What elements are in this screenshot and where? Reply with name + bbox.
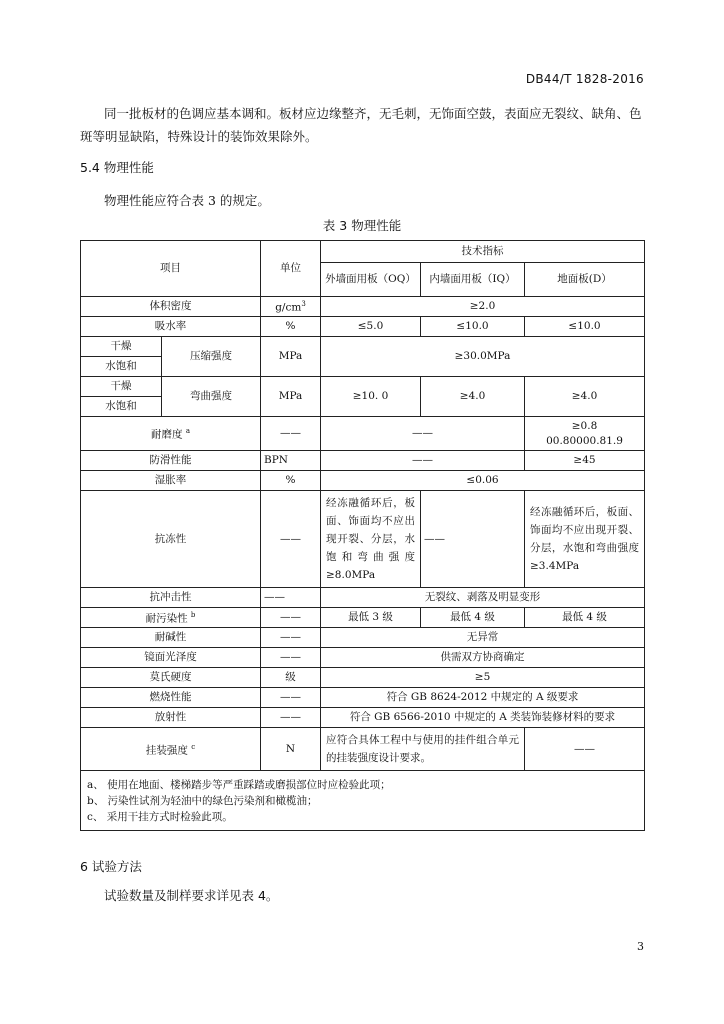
unit-hanging: N xyxy=(261,728,321,771)
item-hardness: 莫氏硬度 xyxy=(81,668,261,688)
value-density: ≥2.0 xyxy=(321,297,645,317)
table-row xyxy=(81,451,645,471)
unit-burning: —— xyxy=(261,688,321,708)
physical-properties-table xyxy=(80,240,645,831)
value-slip-floor: ≥45 xyxy=(525,451,645,471)
unit-density: $g/cm^3$ xyxy=(261,297,321,317)
item-alkali: 耐碱性 xyxy=(81,628,261,648)
value-impact: 无裂纹、剥落及明显变形 xyxy=(321,588,645,608)
table-row xyxy=(81,688,645,708)
table-row xyxy=(81,417,645,451)
table-row xyxy=(81,708,645,728)
unit-alkali: —— xyxy=(261,628,321,648)
value-radiation: 符合 GB 6566-2010 中规定的 A 类装饰装修材料的要求 xyxy=(321,708,645,728)
table-notes-row xyxy=(81,771,645,831)
value-absorption-outer: ≤5.0 xyxy=(321,317,421,337)
cond-dry: 干燥 xyxy=(81,337,162,357)
cond-wet: 水饱和 xyxy=(81,397,162,417)
table-row xyxy=(81,668,645,688)
item-slip: 防滑性能 xyxy=(81,451,261,471)
table-row xyxy=(81,337,645,357)
value-stain-outer: 最低 3 级 xyxy=(321,608,421,628)
table-row xyxy=(81,608,645,628)
value-stain-floor: 最低 4 级 xyxy=(525,608,645,628)
header-floor: 地面板(D） xyxy=(525,263,645,297)
item-hanging: 挂装强度 $^c$ xyxy=(81,728,261,771)
value-frost-floor: 经冻融循环后，板面、饰面均不应出现开裂、分层，水饱和弯曲强度≥3.4MPa xyxy=(525,491,645,588)
section-6-paragraph: 试验数量及制样要求详见表 4。 xyxy=(104,888,279,903)
item-gloss: 镜面光泽度 xyxy=(81,648,261,668)
header-tech: 技术指标 xyxy=(321,241,645,263)
item-frost: 抗冻性 xyxy=(81,491,261,588)
table-row xyxy=(81,317,645,337)
value-bend-outer: ≥10. 0 xyxy=(321,377,421,417)
unit-bend: MPa xyxy=(261,377,321,417)
header-outer: 外墙面用板（OQ） xyxy=(321,263,421,297)
value-burning: 符合 GB 8624-2012 中规定的 A 级要求 xyxy=(321,688,645,708)
item-wear: 耐磨度 $^a$ xyxy=(81,417,261,451)
value-frost-outer: 经冻融循环后，板面、饰面均不应出现开裂、分层，水饱和弯曲强度≥8.0MPa xyxy=(321,491,421,588)
intro-paragraph: 同一批板材的色调应基本调和。板材应边缘整齐，无毛刺，无饰面空鼓，表面应无裂纹、缺角、色斑等明显缺陷，特殊设计的装饰效果除外。 xyxy=(80,106,642,144)
table-row xyxy=(81,297,645,317)
section-6-heading: 6 试验方法 xyxy=(80,859,142,874)
value-absorption-floor: ≤10.0 xyxy=(525,317,645,337)
table-row xyxy=(81,728,645,771)
table-row xyxy=(81,588,645,608)
value-hardness: ≥5 xyxy=(321,668,645,688)
header-item: 项目 xyxy=(81,241,261,297)
unit-impact: —— xyxy=(261,588,321,608)
table-notes xyxy=(81,771,645,831)
unit-slip: BPN xyxy=(261,451,321,471)
table-row xyxy=(81,471,645,491)
item-bend: 弯曲强度 xyxy=(162,377,261,417)
note-b: b、 污染性试剂为轻油中的绿色污染剂和橄榄油； xyxy=(87,794,318,807)
value-wear-floor: ≥0.8 00.80000.81.9 xyxy=(525,417,645,451)
header-unit: 单位 xyxy=(261,241,321,297)
value-alkali: 无异常 xyxy=(321,628,645,648)
cond-wet: 水饱和 xyxy=(81,357,162,377)
value-slip-walls: —— xyxy=(321,451,525,471)
note-c: c、 采用干挂方式时检验此项。 xyxy=(87,810,233,823)
unit-radiation: —— xyxy=(261,708,321,728)
unit-gloss: —— xyxy=(261,648,321,668)
item-impact: 抗冲击性 xyxy=(81,588,261,608)
page-number: 3 xyxy=(637,940,644,953)
header-inner: 内墙面用板（IQ） xyxy=(421,263,525,297)
table-row xyxy=(81,648,645,668)
value-wear-walls: —— xyxy=(321,417,525,451)
value-stain-inner: 最低 4 级 xyxy=(421,608,525,628)
unit-frost: —— xyxy=(261,491,321,588)
section-5-4-paragraph: 物理性能应符合表 3 的规定。 xyxy=(104,193,270,208)
value-gloss: 供需双方协商确定 xyxy=(321,648,645,668)
table-row xyxy=(81,628,645,648)
section-5-4-heading: 5.4 物理性能 xyxy=(80,160,154,175)
value-compress: ≥30.0MPa xyxy=(321,337,645,377)
item-expansion: 湿胀率 xyxy=(81,471,261,491)
unit-expansion: % xyxy=(261,471,321,491)
value-expansion: ≤0.06 xyxy=(321,471,645,491)
item-compress: 压缩强度 xyxy=(162,337,261,377)
unit-compress: MPa xyxy=(261,337,321,377)
value-bend-floor: ≥4.0 xyxy=(525,377,645,417)
table-row xyxy=(81,377,645,397)
item-density: 体积密度 xyxy=(81,297,261,317)
unit-wear: —— xyxy=(261,417,321,451)
note-a: a、 使用在地面、楼梯踏步等严重踩踏或磨损部位时应检验此项； xyxy=(87,778,391,791)
value-frost-inner: —— xyxy=(421,491,525,588)
unit-stain: —— xyxy=(261,608,321,628)
item-absorption: 吸水率 xyxy=(81,317,261,337)
value-hanging-floor: —— xyxy=(525,728,645,771)
item-stain: 耐污染性 $^b$ xyxy=(81,608,261,628)
value-absorption-inner: ≤10.0 xyxy=(421,317,525,337)
table-3-title: 表 3 物理性能 xyxy=(322,218,402,233)
item-radiation: 放射性 xyxy=(81,708,261,728)
table-row xyxy=(81,491,645,588)
value-bend-inner: ≥4.0 xyxy=(421,377,525,417)
table-header-row xyxy=(81,241,645,263)
unit-absorption: % xyxy=(261,317,321,337)
unit-hardness: 级 xyxy=(261,668,321,688)
item-burning: 燃烧性能 xyxy=(81,688,261,708)
value-hanging-walls: 应符合具体工程中与使用的挂件组合单元的挂装强度设计要求。 xyxy=(321,728,525,771)
document-code: DB44/T 1828-2016 xyxy=(525,72,644,86)
cond-dry: 干燥 xyxy=(81,377,162,397)
